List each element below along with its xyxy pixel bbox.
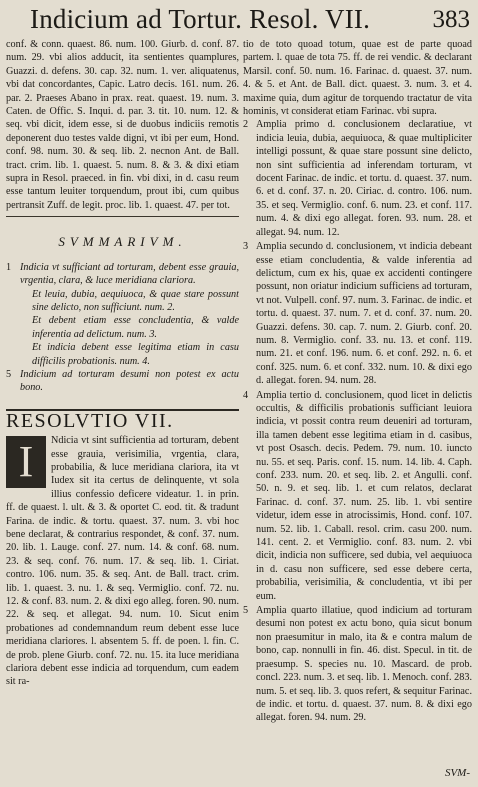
summary-item — [6, 261, 239, 288]
numbered-paragraph — [243, 389, 472, 604]
paragraph-number: 4 — [243, 389, 249, 401]
summary-text: Indicia vt sufficiant ad torturam, debent esse grauia, vrgentia, clara, & luce meridiana clariora. — [20, 261, 239, 287]
page-number: 383 — [432, 6, 470, 33]
paragraph-number: 2 — [243, 119, 249, 131]
summary-text: Indicium ad torturam desumi non potest ex actu bono. — [20, 368, 239, 394]
page-header — [30, 4, 470, 38]
numbered-paragraph — [243, 118, 472, 239]
right-intro-text: tio de toto quoad totum, quae est de parte quoad partem. l. quae de tota 75. ff. de rei vendic. & declarant Marsil. conf. 50. num. 16. Farinac. d. quaest. 37. num. 4. & 5. et Ant. de Ball. dict. quaest. 3. num. 3. et 4. maxime quia, dum agitur de torquendo tractatur de vita hominis, vt considerat etiam Farinac. vbi supra. — [243, 39, 472, 118]
resolutio-body — [6, 434, 239, 689]
summary-number: 1 — [6, 261, 12, 273]
divider — [6, 216, 239, 217]
resolutio-body-text: Ndicia vt sint sufficientia ad torturam, debent esse grauia, verisimilia, vrgentia, clara, probabilia, & luce meridiana clariora, ita vt Iudex sit ita certus de delinquente, vt sola illius confessio deficere videatur. 1. in prin. ff. de quaest. l. ult. & 3. & oportet C. eod. tit. & tradunt Farina. de indic. & tortu. quaest. 37. num. 3. vbi hoc bene declarat, & contrarius respondet, & conf. 37. num. 20. lib. 1. Lauge. conf. 27. num. 14. & conf. 68. num. 23. & seq. conf. 76. num. 17. & seq. lib. 1. Ciriat. contro. 106. num. 35. & seq. Ant. de Ball. tract. crim. lib. 1. quaest. 3. nu. 1. & seq. Vermiglio. conf. 72. nu. 12. & conf. 83. num. 2. & dixi ego alleg. foren. 90. num. 22. & seq. et allegat. 94. num. 10. Sicut enim probationes ad condemnandum reum debent esse luce meridiana clariores. l. absentem 5. ff. de poen. l. fin. C. de prob. plene Giurb. conf. 72. nu. 15. ita luce meridiana clariora debent esse indicia ad torquendum, cum eadem sit ra- — [6, 435, 239, 688]
left-column — [6, 38, 239, 783]
resolutio-heading: RESOLVTIO VII. — [6, 409, 239, 428]
summary-item: Et indicia debent esse legitima etiam in casu difficilis probationis. num. 4. — [32, 342, 239, 367]
paragraph-number: 3 — [243, 241, 249, 253]
summary-item: Et debent etiam esse concludentia, & valde inferentia ad delictum. num. 3. — [32, 315, 239, 340]
paragraph-number: 5 — [243, 605, 249, 617]
paragraph-text: Amplia tertio d. conclusionem, quod licet in delictis occultis, & difficilis probationis sufficiant leuiora indicia, vt possit contra reum deueniri ad torturam, illa tamen debent esse legitima etiam in d. casibus, vt post Osasch. decis. Pedem. 79. num. 10. iuncto nu. 55. et seq. Paris. conf. 15. num. 14. lib. 4. Caph. conf. 233. num. 20. et seq. lib. 2. et Angulli. conf. 50. n. 9. et seq. lib. 1. et cum relatos, declarat Farinac. d. conf. 37. num. 25. lib. 1. vbi sentire videtur, idem esse in atrocissimis, Hond. conf. 107. num. 52. lib. 1. Caball. resol. crim. casu 200. num. 141. cent. 2. et Vermiglio. conf. 83. num. 2. vbi dicit, indicia non sufficere, sed dubia, vel aequiuoca in d. casu non sufficere, sed esse debere certa, probabilia, verisimilia, & concludentia, vt ibi per eum. — [256, 389, 472, 602]
summary-item: Et leuia, dubia, aequiuoca, & quae stare possunt sine delicto, non sufficiunt. num. 2. — [32, 288, 239, 313]
left-intro-text: conf. & conn. quaest. 86. num. 100. Giurb. d. conf. 87. num. 29. vbi alios adducit, ita sentientes quamplures, Guazzi. d. defens. 30. cap. 32. num. 1. ver. aliquatenus, vbi dat concordantes, Capic. Latro decis. 161. num. 26. par. 2. Praeses Abano in prax. reat. quaest. 19. num. 3. Caten. de Offic. S. Inqui. d. par. 3. tit. 10. num. 12. & seq. vbi dicit, idem esse, si de duobus indiciis remotis deponerent duo testes valde digni, vt ibi per eum, Hond. conf. 98. num. 30. & seq. lib. 2. necnon Ant. de Ball. tract. crim. lib. 1. quaest. 5. num. 8. & 3. & dixi etiam supra in Resol. praeced. in fin. vbi dixi, in d. casu reum esse tantum leuiter torquendum, prout ibi, cum quibus pertransit Zuff. de legit. proc. lib. 1. quaest. 47. per tot. — [6, 39, 239, 211]
numbered-paragraph — [243, 240, 472, 387]
summary-number: 5 — [6, 368, 12, 380]
summarium-heading: SVMMARIVM. — [58, 234, 187, 250]
catchword: SVM- — [444, 767, 470, 779]
numbered-paragraph — [243, 604, 472, 725]
paragraph-text: Amplia quarto illatiue, quod indicium ad torturam desumi non potest ex actu bono, quia sicut bonum non praesumitur in malo, ita & e contra malum de bono, cap. nonnulli in fin. 46. dist. Specul. in tit. de praesump. S. species nu. 10. Mascard. de prob. concl. 223. num. 3. et seq. lib. 1. Menoch. conf. 283. num. 5. et seq. lib. 3. quos refert, & sequitur Farinac. de indic. et tortu. d. quaest. 37. num. 8. & dixi ego allegat. foren. 94. num. 29. — [256, 605, 472, 724]
summary-item — [6, 368, 239, 395]
running-title: Indicium ad Tortur. Resol. VII. — [30, 4, 371, 34]
right-column — [243, 38, 472, 783]
paragraph-text: Amplia primo d. conclusionem declaratiue, vt indicia leuia, dubia, aequiuoca, & quae multipliciter intelligi possunt, & quae stare possunt sine delicto, non sint sufficientia ad inferendam torturam, vt docent Farinac. de indic. et tortu. d. quaest. 37. num. 6. et d. conf. 37. n. 20. Ciriac. d. contro. 106. num. 35. et seq. Vermiglio. conf. 6. num. 23. et conf. 117. num. 4. & dixi ego allegat. foren. 93. num. 28. et allegat. 94. num. 12. — [256, 119, 472, 238]
decorated-initial: I — [6, 436, 46, 488]
paragraph-text: Amplia secundo d. conclusionem, vt indicia debeant esse etiam concludentia, & valde inferentia ad delictum, cum ex his, quae ex accidenti contingere possunt, non oriatur indicium sufficiens ad torturam, vt not. Vulpell. conf. 97. num. 3. Farinac. de indic. et tortu. d. quaest. 37. num. 7. et d. conf. 37. num. 20. Guazzi. defens. 30. cap. 7. num. 2. Giurb. conf. 20. num. 8. Vermiglio. conf. 33. nu. 13. et conf. 119. num. 21. et conf. 196. num. 6. et conf. 292. n. 6. et conf. 325. num. 6. et conf. 332. num. 10. & dixi ego d. allegat. foren. 94. num. 28. — [256, 241, 472, 387]
